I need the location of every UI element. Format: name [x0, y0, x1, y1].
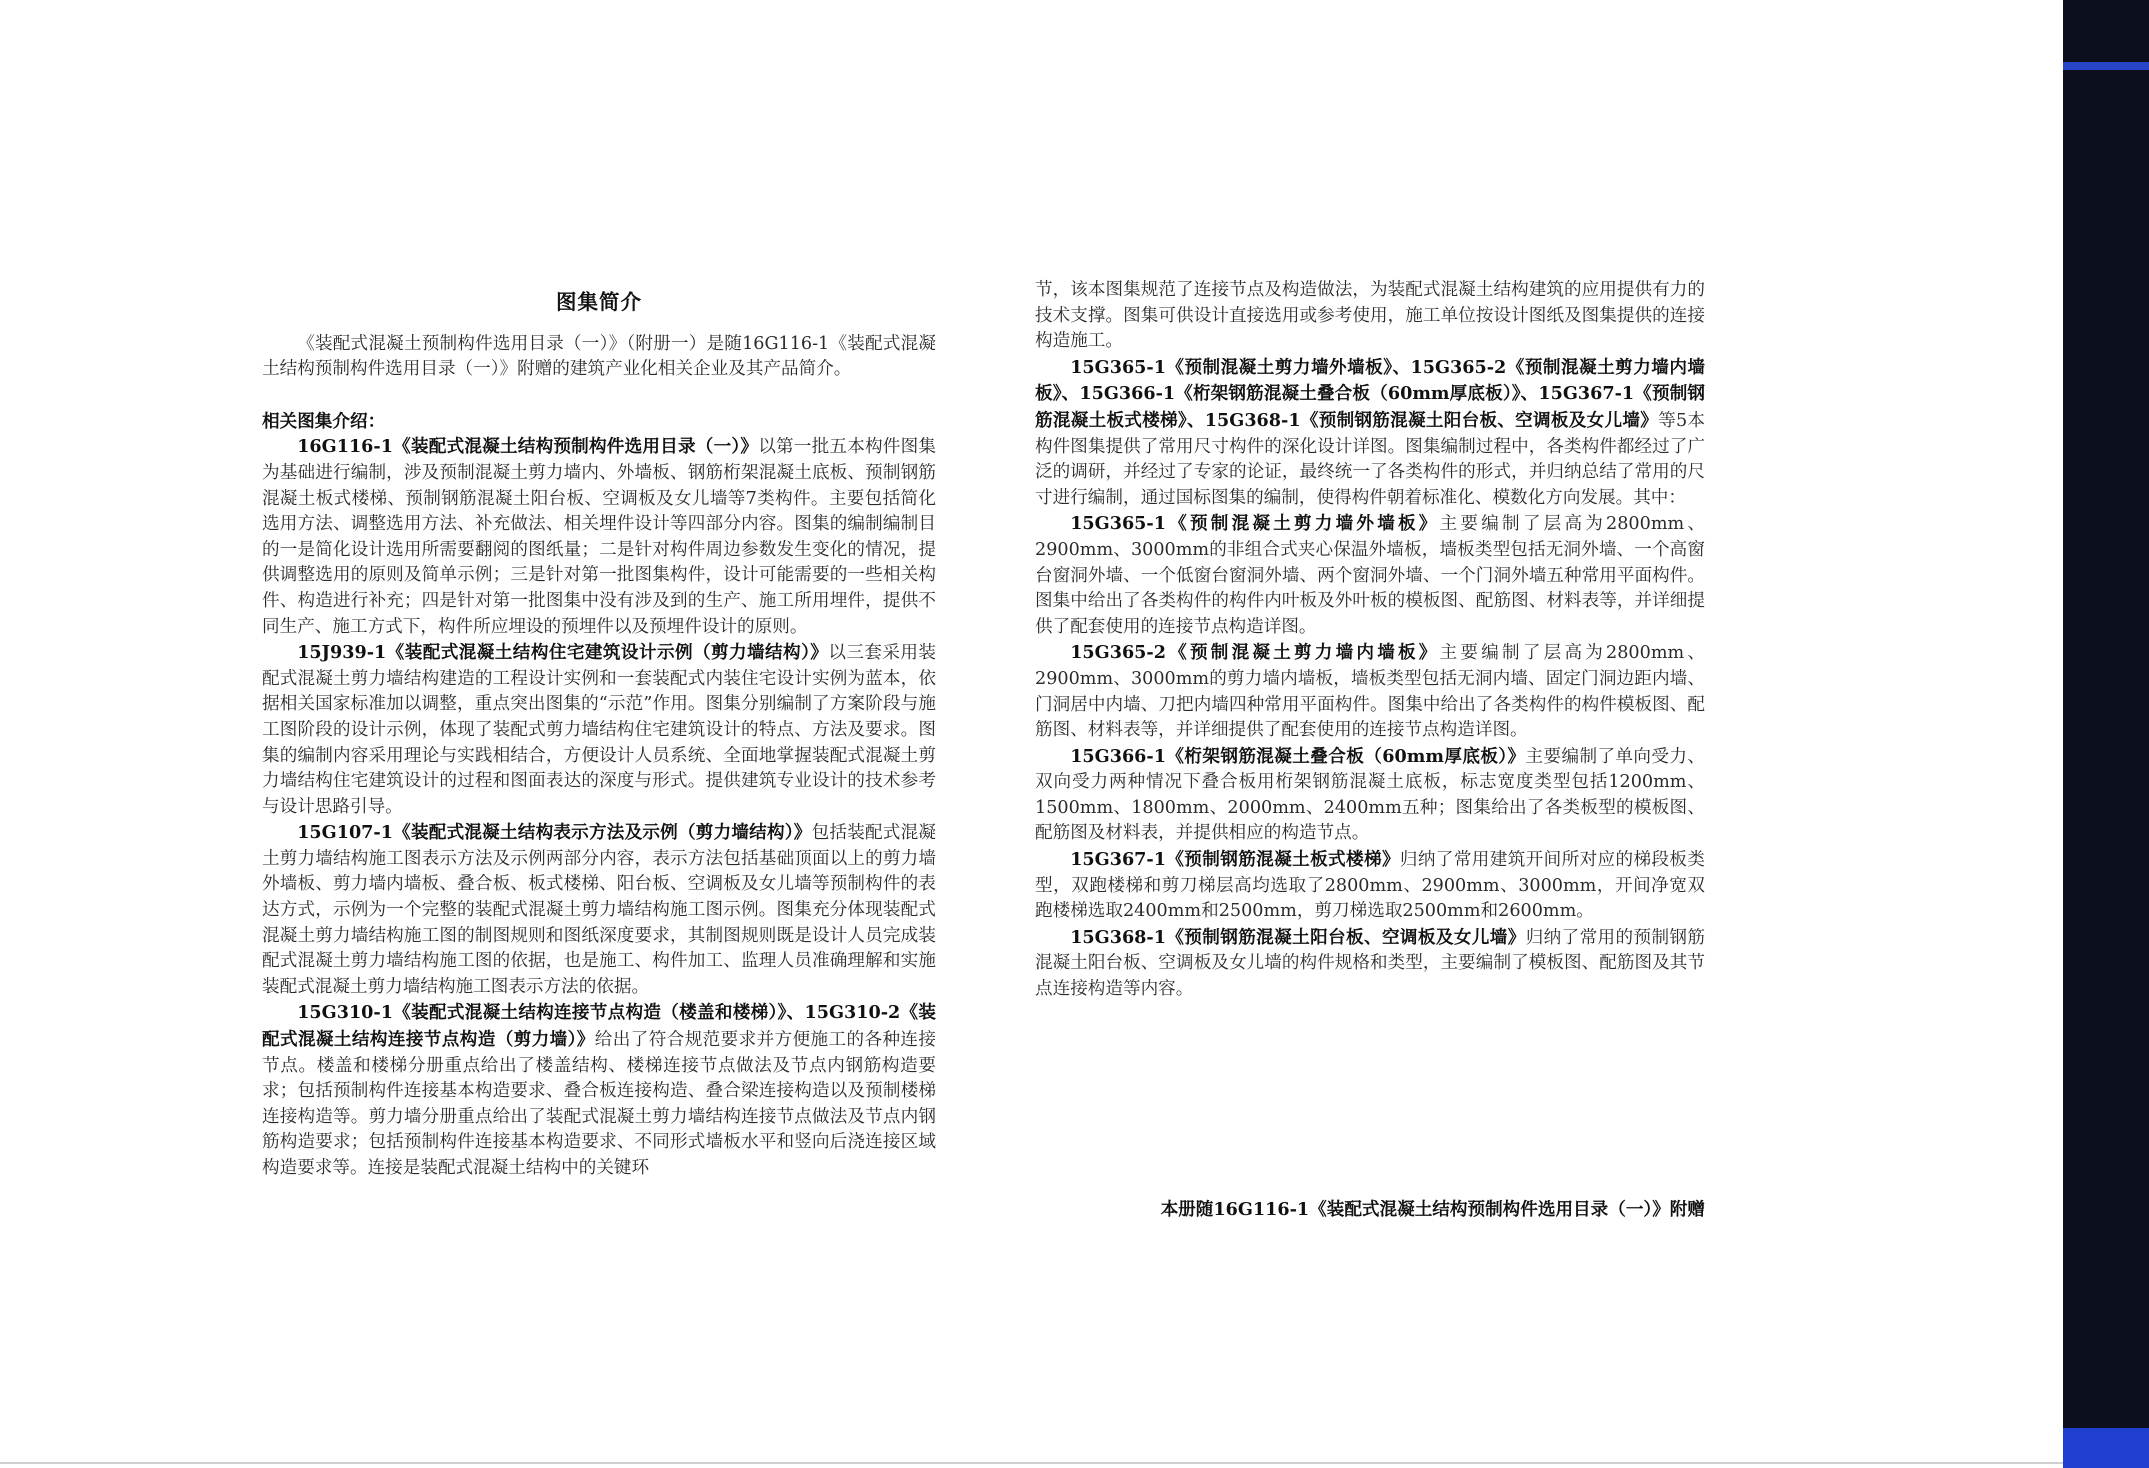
- atlas-description: 以第一批五本构件图集为基础进行编制，涉及预制混凝土剪力墙内、外墙板、钢筋桁架混凝土底板、预制钢筋混凝土板式楼梯、预制钢筋混凝土阳台板、空调板及女儿墙等7类构件。主要包括简化选用方法、调整选用方法、补充做法、相关埋件设计等四部分内容。图集的编制编制目的一是简化设计选用所需要翻阅的图纸量；二是针对构件周边参数发生变化的情况，提供调整选用的原则及简单示例；三是针对第一批图集构件，设计可能需要的一些相关构件、构造进行补充；四是针对第一批图集中没有涉及到的生产、施工所用埋件，提供不同生产、施工方式下，构件所应埋设的预埋件以及预埋件设计的原则。: [262, 437, 936, 637]
- atlas-paragraph: [262, 434, 936, 640]
- page-title: 图集简介: [556, 290, 642, 314]
- atlas-paragraph: [262, 640, 936, 820]
- intro-paragraph: 《装配式混凝土预制构件选用目录（一）》（附册一）是随16G116-1《装配式混凝土结构预制构件选用目录（一）》附赠的建筑产业化相关企业及其产品简介。: [262, 333, 936, 380]
- atlas-paragraph: [262, 820, 936, 1000]
- atlas-paragraph: [1035, 925, 1705, 1003]
- atlas-code: 15J939-1《装配式混凝土结构住宅建筑设计示例（剪力墙结构）》: [297, 642, 829, 664]
- series-description: 等5本构件图集提供了常用尺寸构件的深化设计详图。图集编制过程中，各类构件都经过了广泛的调研，并经过了专家的论证，最终统一了各类构件的形式，并归纳总结了常用的尺寸进行编制，通过国标图集的编制，使得构件朝着标准化、模数化方向发展。其中：: [1035, 410, 1705, 508]
- binding-stripe-bottom: [2063, 1428, 2149, 1468]
- atlas-code: 15G107-1《装配式混凝土结构表示方法及示例（剪力墙结构）》: [297, 822, 812, 844]
- section-heading: 相关图集介绍：: [262, 410, 386, 432]
- series-codes: 15G365-1《预制混凝土剪力墙外墙板》、15G365-2《预制混凝土剪力墙内墙板》、15G366-1《桁架钢筋混凝土叠合板（60mm厚底板）》、15G367-1《预制钢筋混凝土板式楼梯》、15G368-1《预制钢筋混凝土阳台板、空调板及女儿墙》: [1035, 356, 1705, 431]
- atlas-description: 给出了符合规范要求并方便施工的各种连接节点。楼盖和楼梯分册重点给出了楼盖结构、楼梯连接节点做法及节点内钢筋构造要求；包括预制构件连接基本构造要求、叠合板连接构造、叠合梁连接构造以及预制楼梯连接构造等。剪力墙分册重点给出了装配式混凝土剪力墙结构连接节点做法及节点内钢筋构造要求；包括预制构件连接基本构造要求、不同形式墙板水平和竖向后浇连接区域构造要求等。连接是装配式混凝土结构中的关键环: [262, 1030, 936, 1178]
- atlas-description: 以三套采用装配式混凝土剪力墙结构建造的工程设计实例和一套装配式内装住宅设计实例为蓝本，依据相关国家标准加以调整，重点突出图集的“示范”作用。图集分别编制了方案阶段与施工图阶段的设计示例，体现了装配式剪力墙结构住宅建筑设计的特点、方法及要求。图集的编制内容采用理论与实践相结合，方便设计人员系统、全面地掌握装配式混凝土剪力墙结构住宅建筑设计的过程和图面表达的深度与形式。提供建筑专业设计的技术参考与设计思路引导。: [262, 643, 936, 817]
- atlas-code: 15G368-1《预制钢筋混凝土阳台板、空调板及女儿墙》: [1070, 926, 1526, 948]
- left-column: [262, 290, 936, 1182]
- atlas-paragraph: [1035, 511, 1705, 640]
- atlas-code: 15G366-1《桁架钢筋混凝土叠合板（60mm厚底板）》: [1070, 745, 1526, 767]
- atlas-description: 包括装配式混凝土剪力墙结构施工图表示方法及示例两部分内容，表示方法包括基础顶面以上的剪力墙外墙板、剪力墙内墙板、叠合板、板式楼梯、阳台板、空调板及女儿墙等预制构件的表达方式，示例为一个完整的装配式混凝土剪力墙结构施工图示例。图集充分体现装配式混凝土剪力墙结构施工图的制图规则和图纸深度要求，其制图规则既是设计人员完成装配式混凝土剪力墙结构施工图的依据，也是施工、构件加工、监理人员准确理解和实施装配式混凝土剪力墙结构施工图表示方法的依据。: [262, 823, 936, 997]
- page-edge-binding: [2063, 0, 2149, 1468]
- atlas-paragraph: [1035, 744, 1705, 847]
- series-paragraph: [1035, 355, 1705, 512]
- atlas-code: 15G310-1《装配式混凝土结构连接节点构造（楼盖和楼梯）》、15G310-2《装配式混凝土结构连接节点构造（剪力墙）》: [262, 1002, 936, 1051]
- atlas-code: 16G116-1《装配式混凝土结构预制构件选用目录（一）》: [297, 436, 759, 458]
- binding-stripe-top: [2063, 62, 2149, 70]
- atlas-paragraph: [262, 1000, 936, 1181]
- continuation-paragraph: 节，该本图集规范了连接节点及构造做法，为装配式混凝土结构建筑的应用提供有力的技术支撑。图集可供设计直接选用或参考使用，施工单位按设计图纸及图集提供的连接构造施工。: [1035, 280, 1705, 352]
- atlas-paragraph: [1035, 847, 1705, 925]
- footer-note: 本册随16G116-1《装配式混凝土结构预制构件选用目录（一）》附赠: [1160, 1199, 1705, 1220]
- right-column: [1035, 278, 1705, 1003]
- atlas-paragraph: [1035, 640, 1705, 743]
- atlas-description: 主要编制了层高为2800mm、2900mm、3000mm的剪力墙内墙板，墙板类型包括无洞内墙、固定门洞边距内墙、门洞居中内墙、刀把内墙四种常用平面构件。图集中给出了各类构件的构件模板图、配筋图、材料表等，并详细提供了配套使用的连接节点构造详图。: [1035, 643, 1705, 741]
- bottom-divider: [0, 1462, 2063, 1464]
- atlas-code: 15G365-1《预制混凝土剪力墙外墙板》: [1070, 513, 1440, 535]
- atlas-description: 主要编制了层高为2800mm、2900mm、3000mm的非组合式夹心保温外墙板，墙板类型包括无洞外墙、一个高窗台窗洞外墙、一个低窗台窗洞外墙、两个窗洞外墙、一个门洞外墙五种常用平面构件。图集中给出了各类构件的构件内叶板及外叶板的模板图、配筋图、材料表等，并详细提供了配套使用的连接节点构造详图。: [1035, 514, 1705, 637]
- atlas-description: 归纳了常用的预制钢筋混凝土阳台板、空调板及女儿墙的构件规格和类型，主要编制了模板图、配筋图及其节点连接构造等内容。: [1035, 927, 1705, 1000]
- atlas-code: 15G367-1《预制钢筋混凝土板式楼梯》: [1070, 849, 1400, 871]
- atlas-description: 主要编制了单向受力、双向受力两种情况下叠合板用桁架钢筋混凝土底板，标志宽度类型包括1200mm、1500mm、1800mm、2000mm、2400mm五种；图集给出了各类板型的模板图、配筋图及材料表，并提供相应的构造节点。: [1035, 746, 1705, 844]
- atlas-description: 归纳了常用建筑开间所对应的梯段板类型，双跑楼梯和剪刀梯层高均选取了2800mm、2900mm、3000mm，开间净宽双跑楼梯选取2400mm和2500mm，剪刀梯选取2500mm和2600mm。: [1035, 850, 1705, 922]
- atlas-code: 15G365-2《预制混凝土剪力墙内墙板》: [1070, 642, 1440, 664]
